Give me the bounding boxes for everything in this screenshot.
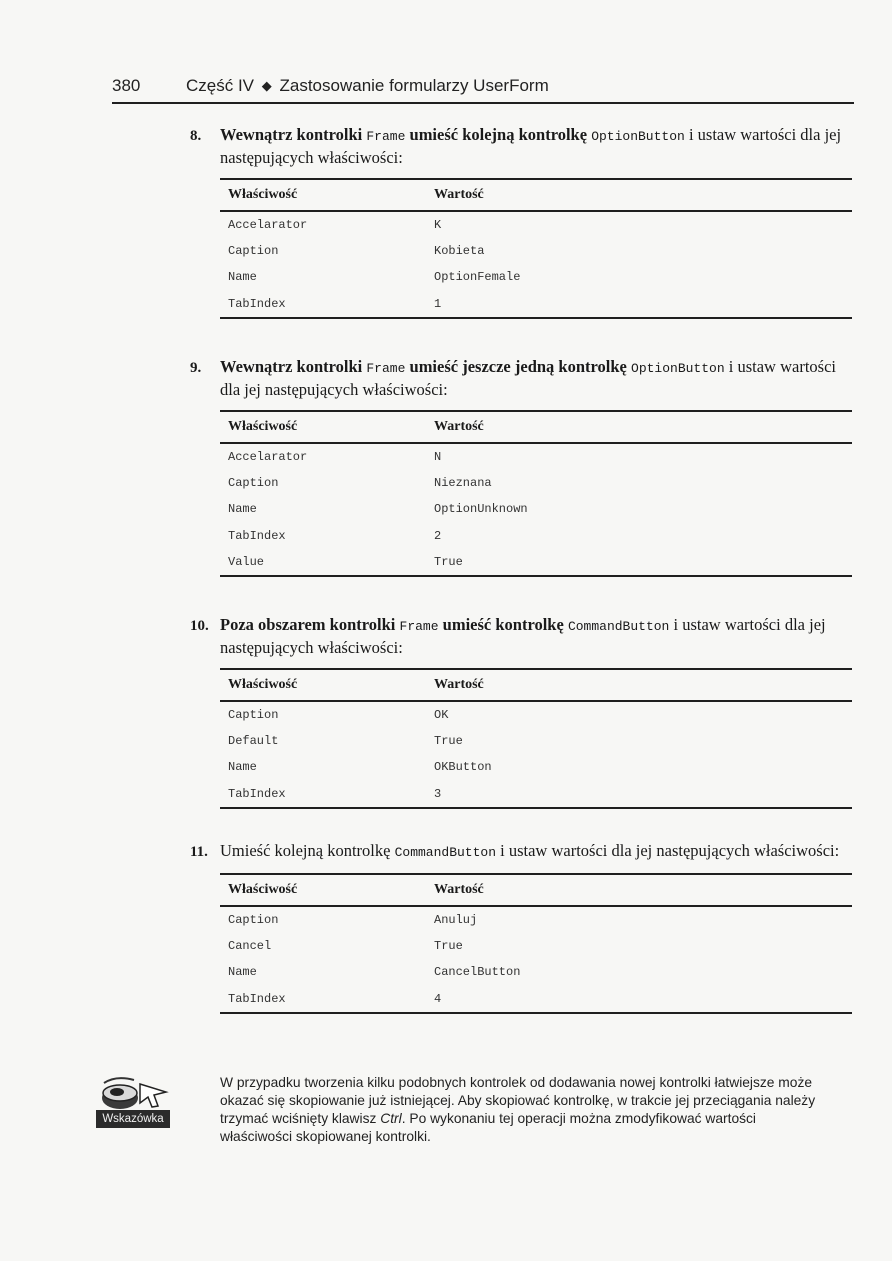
table-row <box>220 549 852 576</box>
property-cell: Cancel <box>228 939 272 954</box>
column-header-property: Właściwość <box>220 669 426 701</box>
table-row <box>220 264 852 290</box>
value-cell: 1 <box>426 291 852 318</box>
table-row <box>220 959 852 985</box>
code-commandbutton: CommandButton <box>394 845 497 860</box>
property-cell: Accelarator <box>228 450 308 465</box>
property-cell: TabIndex <box>220 291 426 318</box>
step-number: 9. <box>190 360 202 376</box>
value-cell: OK <box>434 708 449 723</box>
table-row <box>220 781 852 808</box>
properties-table-8 <box>220 178 852 319</box>
step-10-text-c: i ustaw wartości dla jej następujących właściwości: <box>220 615 826 657</box>
page-number: 380 <box>112 76 141 95</box>
value-cell: True <box>434 734 463 749</box>
value-cell: Kobieta <box>434 244 485 259</box>
value-cell: Nieznana <box>434 476 492 491</box>
step-8-text-b: umieść kolejną kontrolkę <box>405 125 592 144</box>
value-cell: K <box>434 218 442 233</box>
value-cell: OptionUnknown <box>434 502 528 517</box>
table-row <box>220 728 852 754</box>
table-header-row <box>220 179 852 211</box>
table-row <box>220 906 852 933</box>
properties-table-10 <box>220 668 852 809</box>
chapter-title: Zastosowanie formularzy UserForm <box>279 76 549 95</box>
property-cell: Caption <box>228 244 279 259</box>
property-cell: Value <box>220 549 426 576</box>
step-number: 8. <box>190 128 202 144</box>
property-cell: Name <box>228 965 257 980</box>
tip-text <box>220 1074 830 1146</box>
step-9 <box>190 356 860 577</box>
table-row <box>220 211 852 238</box>
column-header-value: Wartość <box>426 669 852 701</box>
step-10-instruction <box>190 614 860 658</box>
code-optionbutton: OptionButton <box>631 361 725 376</box>
step-10 <box>190 614 860 809</box>
code-frame: Frame <box>366 129 406 144</box>
property-cell: Caption <box>228 708 279 723</box>
properties-table-11 <box>220 873 852 1014</box>
column-header-value: Wartość <box>426 874 852 906</box>
property-cell: TabIndex <box>228 528 286 543</box>
step-9-text-c: i ustaw wartości dla jej następujących właściwości: <box>220 357 836 399</box>
step-number: 10. <box>190 618 209 634</box>
column-header-property: Właściwość <box>220 874 426 906</box>
mouse-pointer-icon <box>96 1074 172 1130</box>
value-cell: OptionFemale <box>434 270 521 285</box>
value-cell: True <box>426 549 852 576</box>
code-frame: Frame <box>366 361 406 376</box>
step-9-text-b: umieść jeszcze jedną kontrolkę <box>405 357 632 376</box>
code-commandbutton: CommandButton <box>567 619 670 634</box>
tip-text-b: . Po wykonaniu tej operacji można zmodyfikować wartości właściwości skopiowanej kontrolki. <box>220 1111 756 1144</box>
step-8-text-c: i ustaw wartości dla jej następujących właściwości: <box>220 125 842 167</box>
code-optionbutton: OptionButton <box>591 129 685 144</box>
value-cell: OKButton <box>434 760 492 775</box>
mouse-graphic <box>96 1074 172 1112</box>
properties-table-9 <box>220 410 852 577</box>
step-11-instruction <box>190 840 860 863</box>
property-cell: Name <box>228 502 257 517</box>
table-row <box>220 701 852 728</box>
value-cell: Anuluj <box>434 913 478 928</box>
tip-text-a: W przypadku tworzenia kilku podobnych kontrolek od dodawania nowej kontrolki łatwiejsze może okazać się skopiowanie już istniejącej. Aby skopiować kontrolkę, w trakcie jej przeciągania należy trzymać wciśnięty klawisz <box>220 1075 816 1126</box>
table-row <box>220 443 852 470</box>
diamond-separator-icon: ◆ <box>261 78 272 93</box>
column-header-value: Wartość <box>426 411 852 443</box>
step-11-text-b: i ustaw wartości dla jej następujących właściwości: <box>496 841 840 860</box>
running-title <box>186 76 549 96</box>
step-9-text-a: Wewnątrz kontrolki <box>220 357 367 376</box>
part-label: Część IV <box>186 76 255 95</box>
table-header-row <box>220 411 852 443</box>
code-frame: Frame <box>399 619 439 634</box>
property-cell: TabIndex <box>220 781 426 808</box>
table-row <box>220 933 852 959</box>
property-cell: Name <box>228 270 257 285</box>
table-row <box>220 496 852 522</box>
step-8-instruction <box>190 124 860 168</box>
value-cell: True <box>434 939 463 954</box>
column-header-value: Wartość <box>426 179 852 211</box>
step-9-instruction <box>190 356 860 400</box>
property-cell: Default <box>228 734 279 749</box>
value-cell: 4 <box>426 986 852 1013</box>
step-number: 11. <box>190 844 208 860</box>
step-11 <box>190 840 860 1014</box>
step-11-text-a: Umieść kolejną kontrolkę <box>220 841 395 860</box>
step-10-text-b: umieść kontrolkę <box>438 615 568 634</box>
property-cell: Caption <box>228 913 279 928</box>
table-row <box>220 470 852 496</box>
page-header <box>112 70 854 104</box>
value-cell: N <box>434 450 442 465</box>
table-row <box>220 986 852 1013</box>
property-cell: Caption <box>228 476 279 491</box>
table-row <box>220 291 852 318</box>
column-header-property: Właściwość <box>220 411 426 443</box>
value-cell: CancelButton <box>434 965 521 980</box>
property-cell: Accelarator <box>228 218 308 233</box>
table-header-row <box>220 874 852 906</box>
key-ctrl: Ctrl <box>380 1111 402 1126</box>
tip-badge: Wskazówka <box>96 1110 170 1128</box>
column-header-property: Właściwość <box>220 179 426 211</box>
property-cell: TabIndex <box>220 986 426 1013</box>
step-8-text-a: Wewnątrz kontrolki <box>220 125 367 144</box>
table-row <box>220 238 852 264</box>
property-cell: Name <box>228 760 257 775</box>
value-cell: 3 <box>426 781 852 808</box>
table-row <box>220 523 852 549</box>
step-10-text-a: Poza obszarem kontrolki <box>220 615 400 634</box>
table-row <box>220 754 852 780</box>
table-header-row <box>220 669 852 701</box>
value-cell: 2 <box>434 528 442 543</box>
step-8 <box>190 124 860 319</box>
